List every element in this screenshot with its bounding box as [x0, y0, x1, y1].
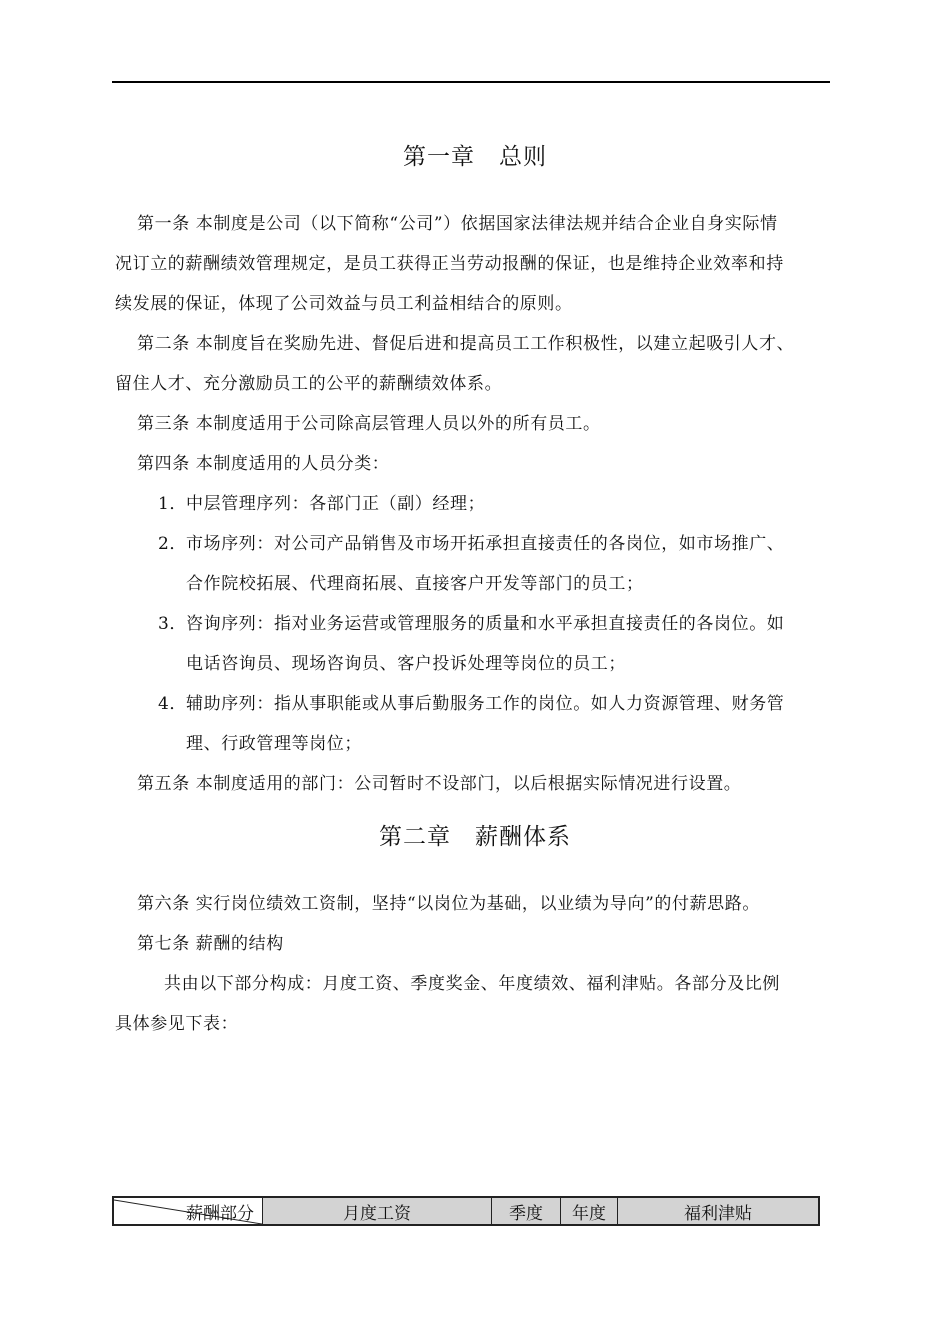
- article-7: 第七条 薪酬的结构: [137, 934, 284, 954]
- chapter-2-number: 第二章: [379, 824, 451, 850]
- category-3-number: 3．: [158, 614, 188, 634]
- category-1-number: 1．: [158, 494, 188, 514]
- category-2: [158, 529, 784, 554]
- article-5: 第五条 本制度适用的部门：公司暂时不设部门，以后根据实际情况进行设置。: [137, 774, 742, 794]
- structure-line-2: 具体参见下表：: [115, 1014, 239, 1034]
- article-2-line-2: 留住人才、充分激励员工的公平的薪酬绩效体系。: [115, 374, 503, 394]
- category-4-text: 辅助序列：指从事职能或从事后勤服务工作的岗位。如人力资源管理、财务管: [186, 694, 785, 714]
- category-1: [158, 489, 485, 514]
- salary-structure-table: [112, 1196, 820, 1226]
- table-col-benefits: 福利津贴: [618, 1197, 820, 1225]
- article-4: 第四条 本制度适用的人员分类：: [137, 454, 390, 474]
- table-col-monthly: 月度工资: [263, 1197, 492, 1225]
- table-header-label: 薪酬部分: [186, 1203, 254, 1224]
- category-4: [158, 689, 784, 714]
- article-1-line-2: 况订立的薪酬绩效管理规定，是员工获得正当劳动报酬的保证，也是维持企业效率和持: [115, 254, 784, 274]
- article-1-line-3: 续发展的保证，体现了公司效益与员工利益相结合的原则。: [115, 294, 573, 314]
- chapter-1-name: 总则: [499, 144, 547, 170]
- chapter-2-title: [112, 818, 838, 851]
- category-4-number: 4．: [158, 694, 188, 714]
- header-rule: [112, 81, 830, 83]
- chapter-1-number: 第一章: [403, 144, 475, 170]
- category-1-text: 中层管理序列：各部门正（副）经理；: [186, 494, 486, 514]
- structure-line-1: 共由以下部分构成：月度工资、季度奖金、年度绩效、福利津贴。各部分及比例: [164, 974, 780, 994]
- table-corner-cell: [113, 1197, 263, 1225]
- table-col-annual: 年度: [561, 1197, 618, 1225]
- chapter-1-title: [112, 138, 838, 171]
- chapter-2-name: 薪酬体系: [475, 824, 571, 850]
- table-col-quarterly: 季度: [492, 1197, 561, 1225]
- category-3-continued: 电话咨询员、现场咨询员、客户投诉处理等岗位的员工；: [186, 654, 626, 674]
- article-3: 第三条 本制度适用于公司除高层管理人员以外的所有员工。: [137, 414, 601, 434]
- category-2-continued: 合作院校拓展、代理商拓展、直接客户开发等部门的员工；: [186, 574, 644, 594]
- table-header-row: [113, 1197, 819, 1225]
- category-4-continued: 理、行政管理等岗位；: [186, 734, 362, 754]
- category-2-text: 市场序列：对公司产品销售及市场开拓承担直接责任的各岗位，如市场推广、: [186, 534, 785, 554]
- article-1-line-1: 第一条 本制度是公司（以下简称“公司”）依据国家法律法规并结合企业自身实际情: [137, 214, 778, 234]
- category-3: [158, 609, 784, 634]
- category-3-text: 咨询序列：指对业务运营或管理服务的质量和水平承担直接责任的各岗位。如: [186, 614, 785, 634]
- category-2-number: 2．: [158, 534, 188, 554]
- article-2-line-1: 第二条 本制度旨在奖励先进、督促后进和提高员工工作积极性，以建立起吸引人才、: [137, 334, 795, 354]
- article-6: 第六条 实行岗位绩效工资制，坚持“以岗位为基础，以业绩为导向”的付薪思路。: [137, 894, 760, 914]
